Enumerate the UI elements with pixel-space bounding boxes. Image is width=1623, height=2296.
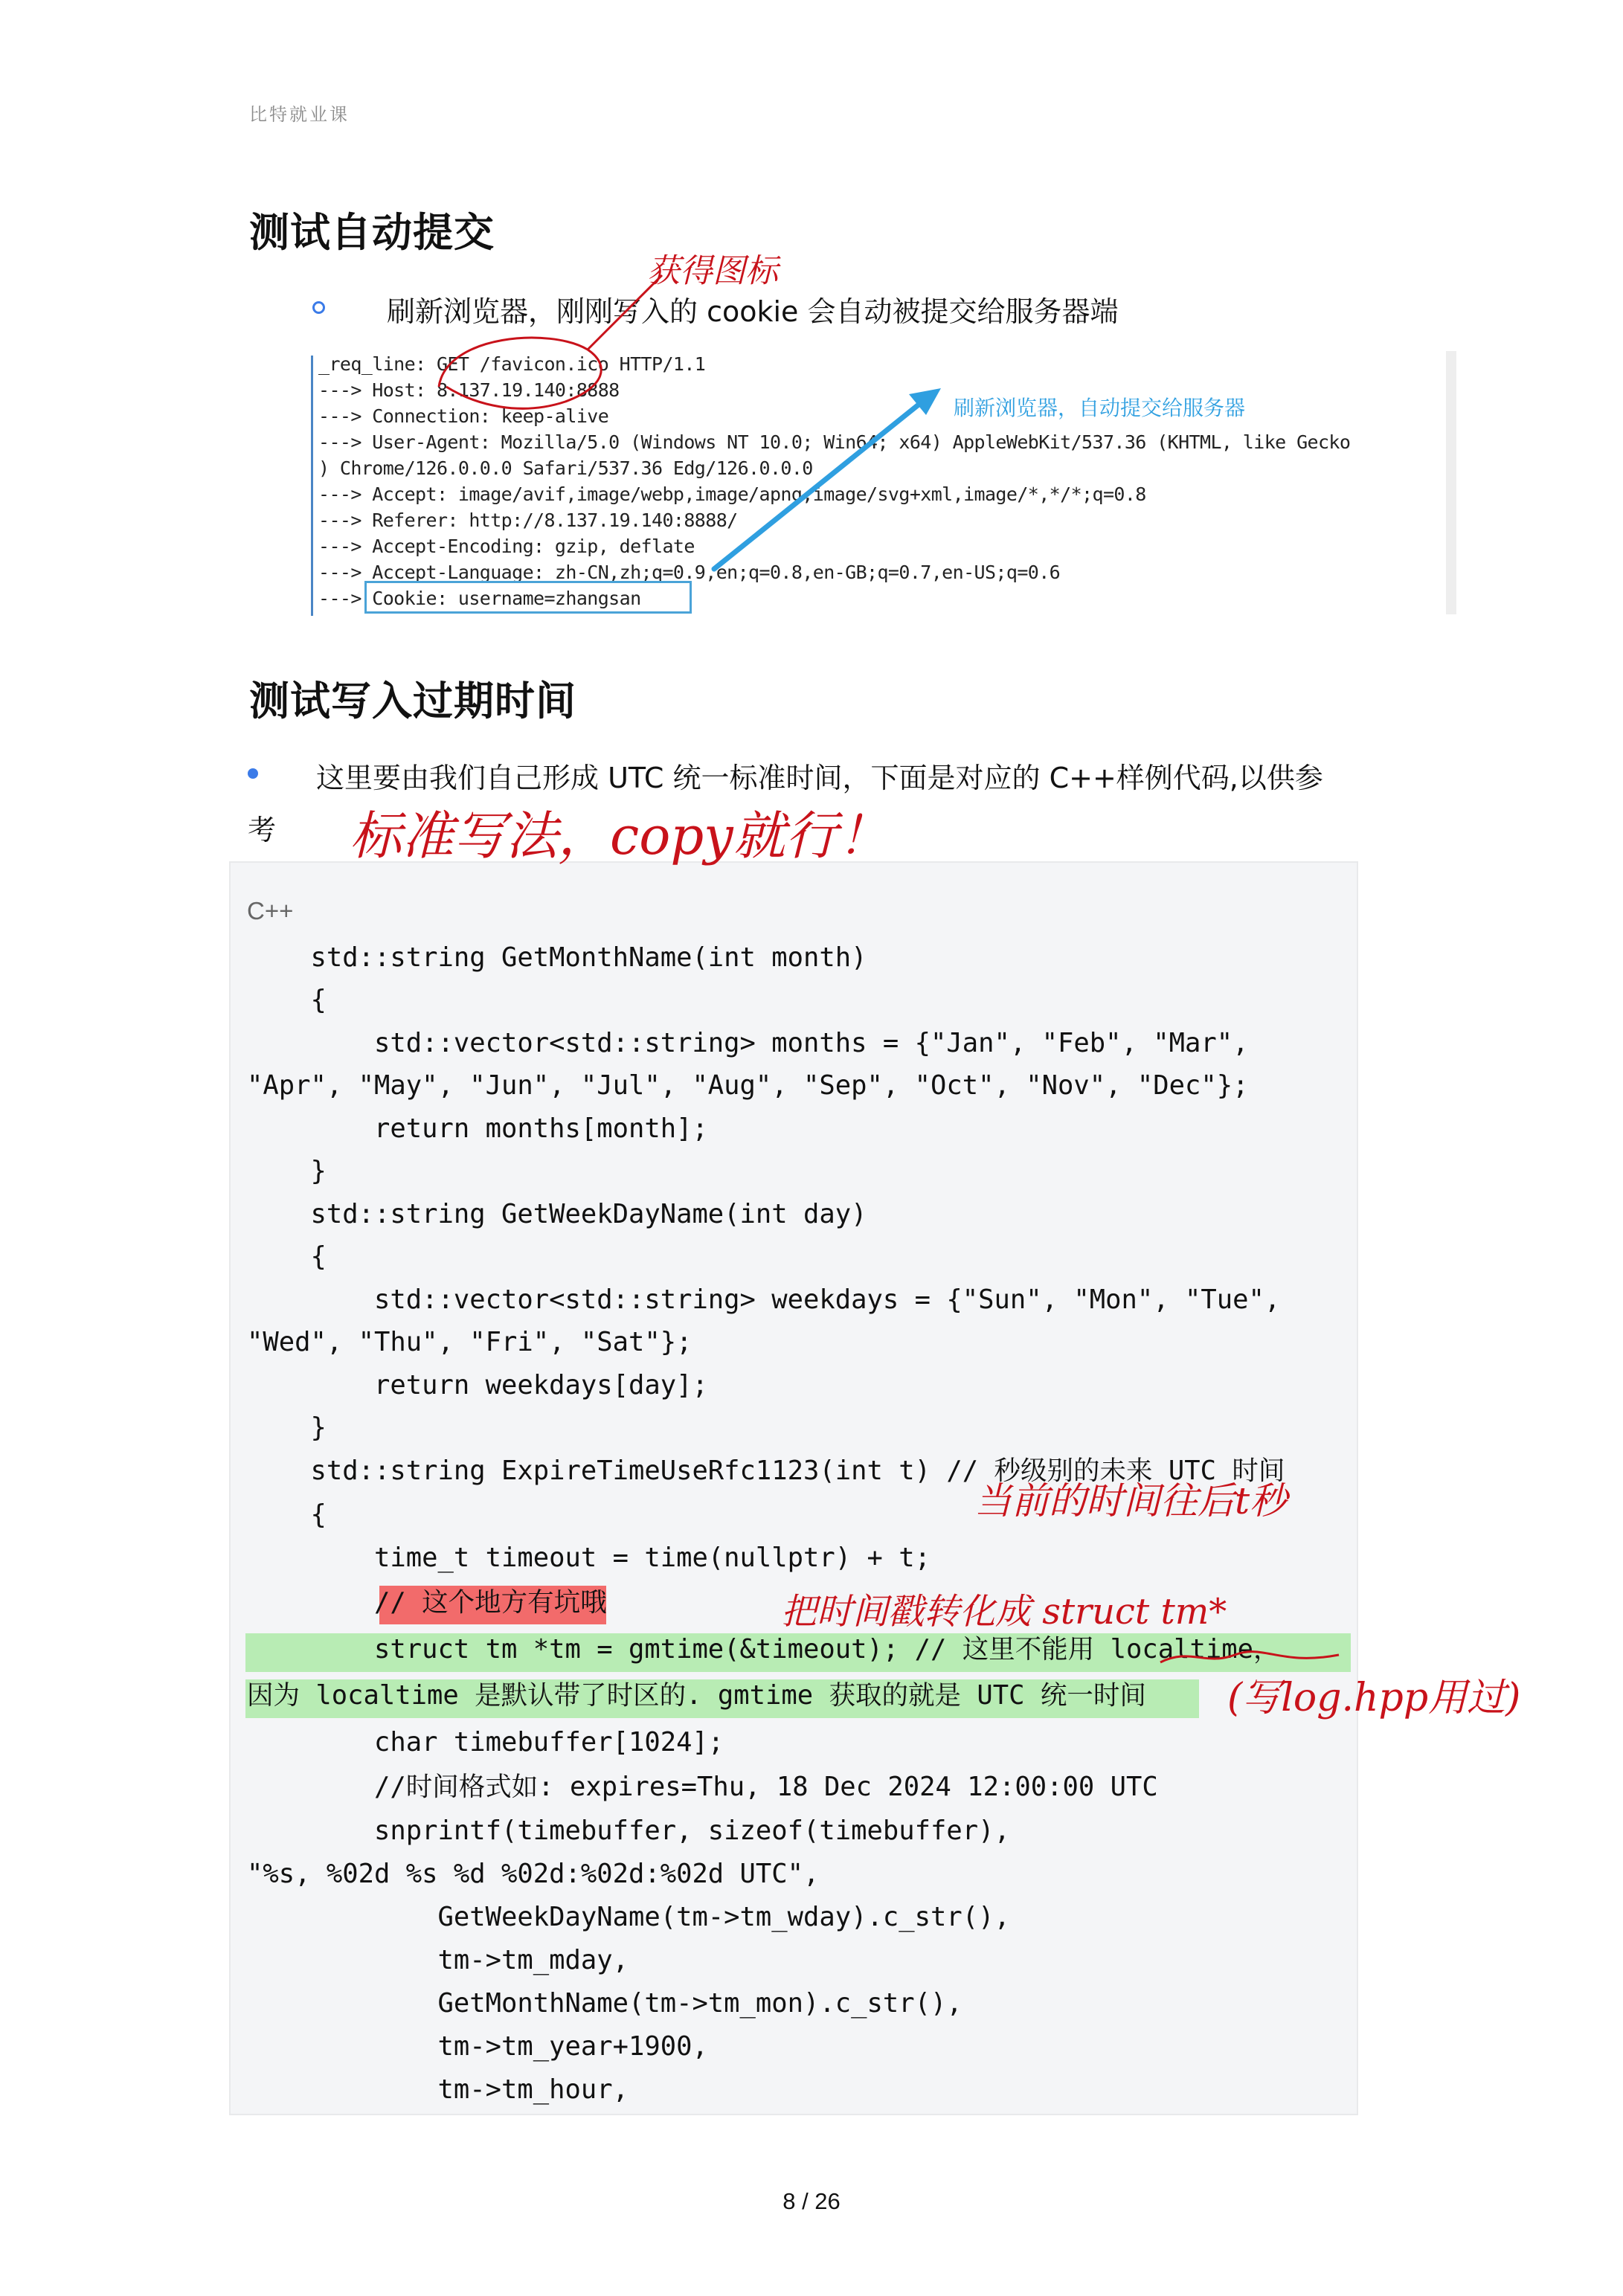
code-line: tm->tm_year+1900, — [247, 2031, 708, 2062]
bullet-text-utc-wrap: 考 — [248, 814, 277, 846]
code-line: "Wed", "Thu", "Fri", "Sat"}; — [247, 1327, 692, 1357]
code-line: GetWeekDayName(tm->tm_wday).c_str(), — [247, 1902, 1010, 1932]
log-line: ---> Host: 8.137.19.140:8888 — [318, 379, 620, 401]
log-line: _req_line: GET /favicon.ico HTTP/1.1 — [318, 353, 706, 375]
screenshot-annotation: 刷新浏览器，自动提交给服务器 — [954, 396, 1246, 420]
bullet-text-utc: 这里要由我们自己形成 UTC 统一标准时间，下面是对应的 C++样例代码,以供参 — [316, 762, 1323, 794]
log-line: ---> Connection: keep-alive — [318, 405, 609, 427]
code-line: tm->tm_mday, — [247, 1945, 629, 1975]
code-line: "%s, %02d %s %d %02d:%02d:%02d UTC", — [247, 1859, 820, 1889]
code-line: std::string GetMonthName(int month) — [247, 942, 867, 973]
code-line: std::string GetWeekDayName(int day) — [247, 1199, 867, 1229]
log-line: ---> Accept-Encoding: gzip, deflate — [318, 536, 695, 557]
log-line-cookie: ---> Cookie: username=zhangsan — [318, 588, 641, 609]
code-line: GetMonthName(tm->tm_mon).c_str(), — [247, 1988, 962, 2019]
screenshot-scrollbar — [1446, 351, 1456, 614]
solid-bullet-icon — [248, 768, 258, 779]
code-line: return weekdays[day]; — [247, 1370, 708, 1401]
log-line: ---> Accept: image/avif,image/webp,image/apng,image/svg+xml,image/*,*/*;q=0.8 — [318, 483, 1146, 505]
code-line: { — [247, 1499, 327, 1530]
section-title-auto-submit: 测试自动提交 — [249, 209, 495, 256]
code-line: { — [247, 1241, 327, 1272]
code-line: //时间格式如: expires=Thu, 18 Dec 2024 12:00:00 UTC — [247, 1772, 1158, 1802]
screenshot-left-rule — [311, 356, 313, 616]
code-line-gmtime-wrap: 因为 localtime 是默认带了时区的. gmtime 获取的就是 UTC 统一时间 — [247, 1680, 1146, 1711]
code-line-gmtime: struct tm *tm = gmtime(&timeout); // 这里不能用 localtime， — [247, 1634, 1280, 1665]
bullet-text-refresh: 刷新浏览器，刚刚写入的 cookie 会自动被提交给服务器端 — [387, 295, 1119, 328]
cookie-highlight-box — [364, 581, 692, 614]
code-line-warning: // 这个地方有坑哦 — [247, 1587, 607, 1618]
request-log-screenshot — [311, 350, 1458, 617]
code-line: snprintf(timebuffer, sizeof(timebuffer), — [247, 1816, 1010, 1846]
handwritten-note-convert: 把时间戳转化成 struct tm* — [781, 1591, 1227, 1633]
log-line: ---> User-Agent: Mozilla/5.0 (Windows NT 10.0; Win64; x64) AppleWebKit/537.36 (KHTML, like Gecko — [318, 431, 1351, 453]
code-line: tm->tm_hour, — [247, 2074, 629, 2105]
code-line: time_t timeout = time(nullptr) + t; — [247, 1543, 931, 1573]
log-line: ---> Referer: http://8.137.19.140:8888/ — [318, 509, 738, 531]
handwritten-note-icon: 获得图标 — [647, 252, 778, 290]
handwritten-note-log: (写log.hpp用过) — [1227, 1676, 1521, 1720]
code-line: "Apr", "May", "Jun", "Jul", "Aug", "Sep", "Oct", "Nov", "Dec"}; — [247, 1070, 1249, 1101]
code-line: return months[month]; — [247, 1113, 708, 1144]
log-line: ---> Accept-Language: zh-CN,zh;q=0.9,en;q=0.8,en-GB;q=0.7,en-US;q=0.6 — [318, 562, 1061, 583]
code-line: { — [247, 985, 327, 1015]
running-header: 比特就业课 — [249, 104, 350, 125]
code-line: } — [247, 1156, 327, 1186]
section-title-expire-time: 测试写入过期时间 — [249, 678, 576, 724]
code-line: std::vector<std::string> weekdays = {"Sun", "Mon", "Tue", — [247, 1284, 1281, 1315]
log-line: ) Chrome/126.0.0.0 Safari/537.36 Edg/126.0.0.0 — [318, 457, 813, 479]
hollow-bullet-icon — [312, 301, 325, 314]
code-line: std::vector<std::string> months = {"Jan", "Feb", "Mar", — [247, 1028, 1249, 1058]
handwritten-note-copy: 标准写法，copy就行！ — [350, 805, 890, 866]
code-language-label: C++ — [247, 897, 294, 924]
code-line: char timebuffer[1024]; — [247, 1727, 724, 1758]
handwritten-note-seconds: 当前的时间往后t秒 — [974, 1479, 1288, 1522]
code-line: } — [247, 1412, 327, 1443]
page-number: 8 / 26 — [782, 2188, 841, 2214]
code-line: std::string ExpireTimeUseRfc1123(int t) // 秒级别的未来 UTC 时间 — [247, 1456, 1285, 1486]
